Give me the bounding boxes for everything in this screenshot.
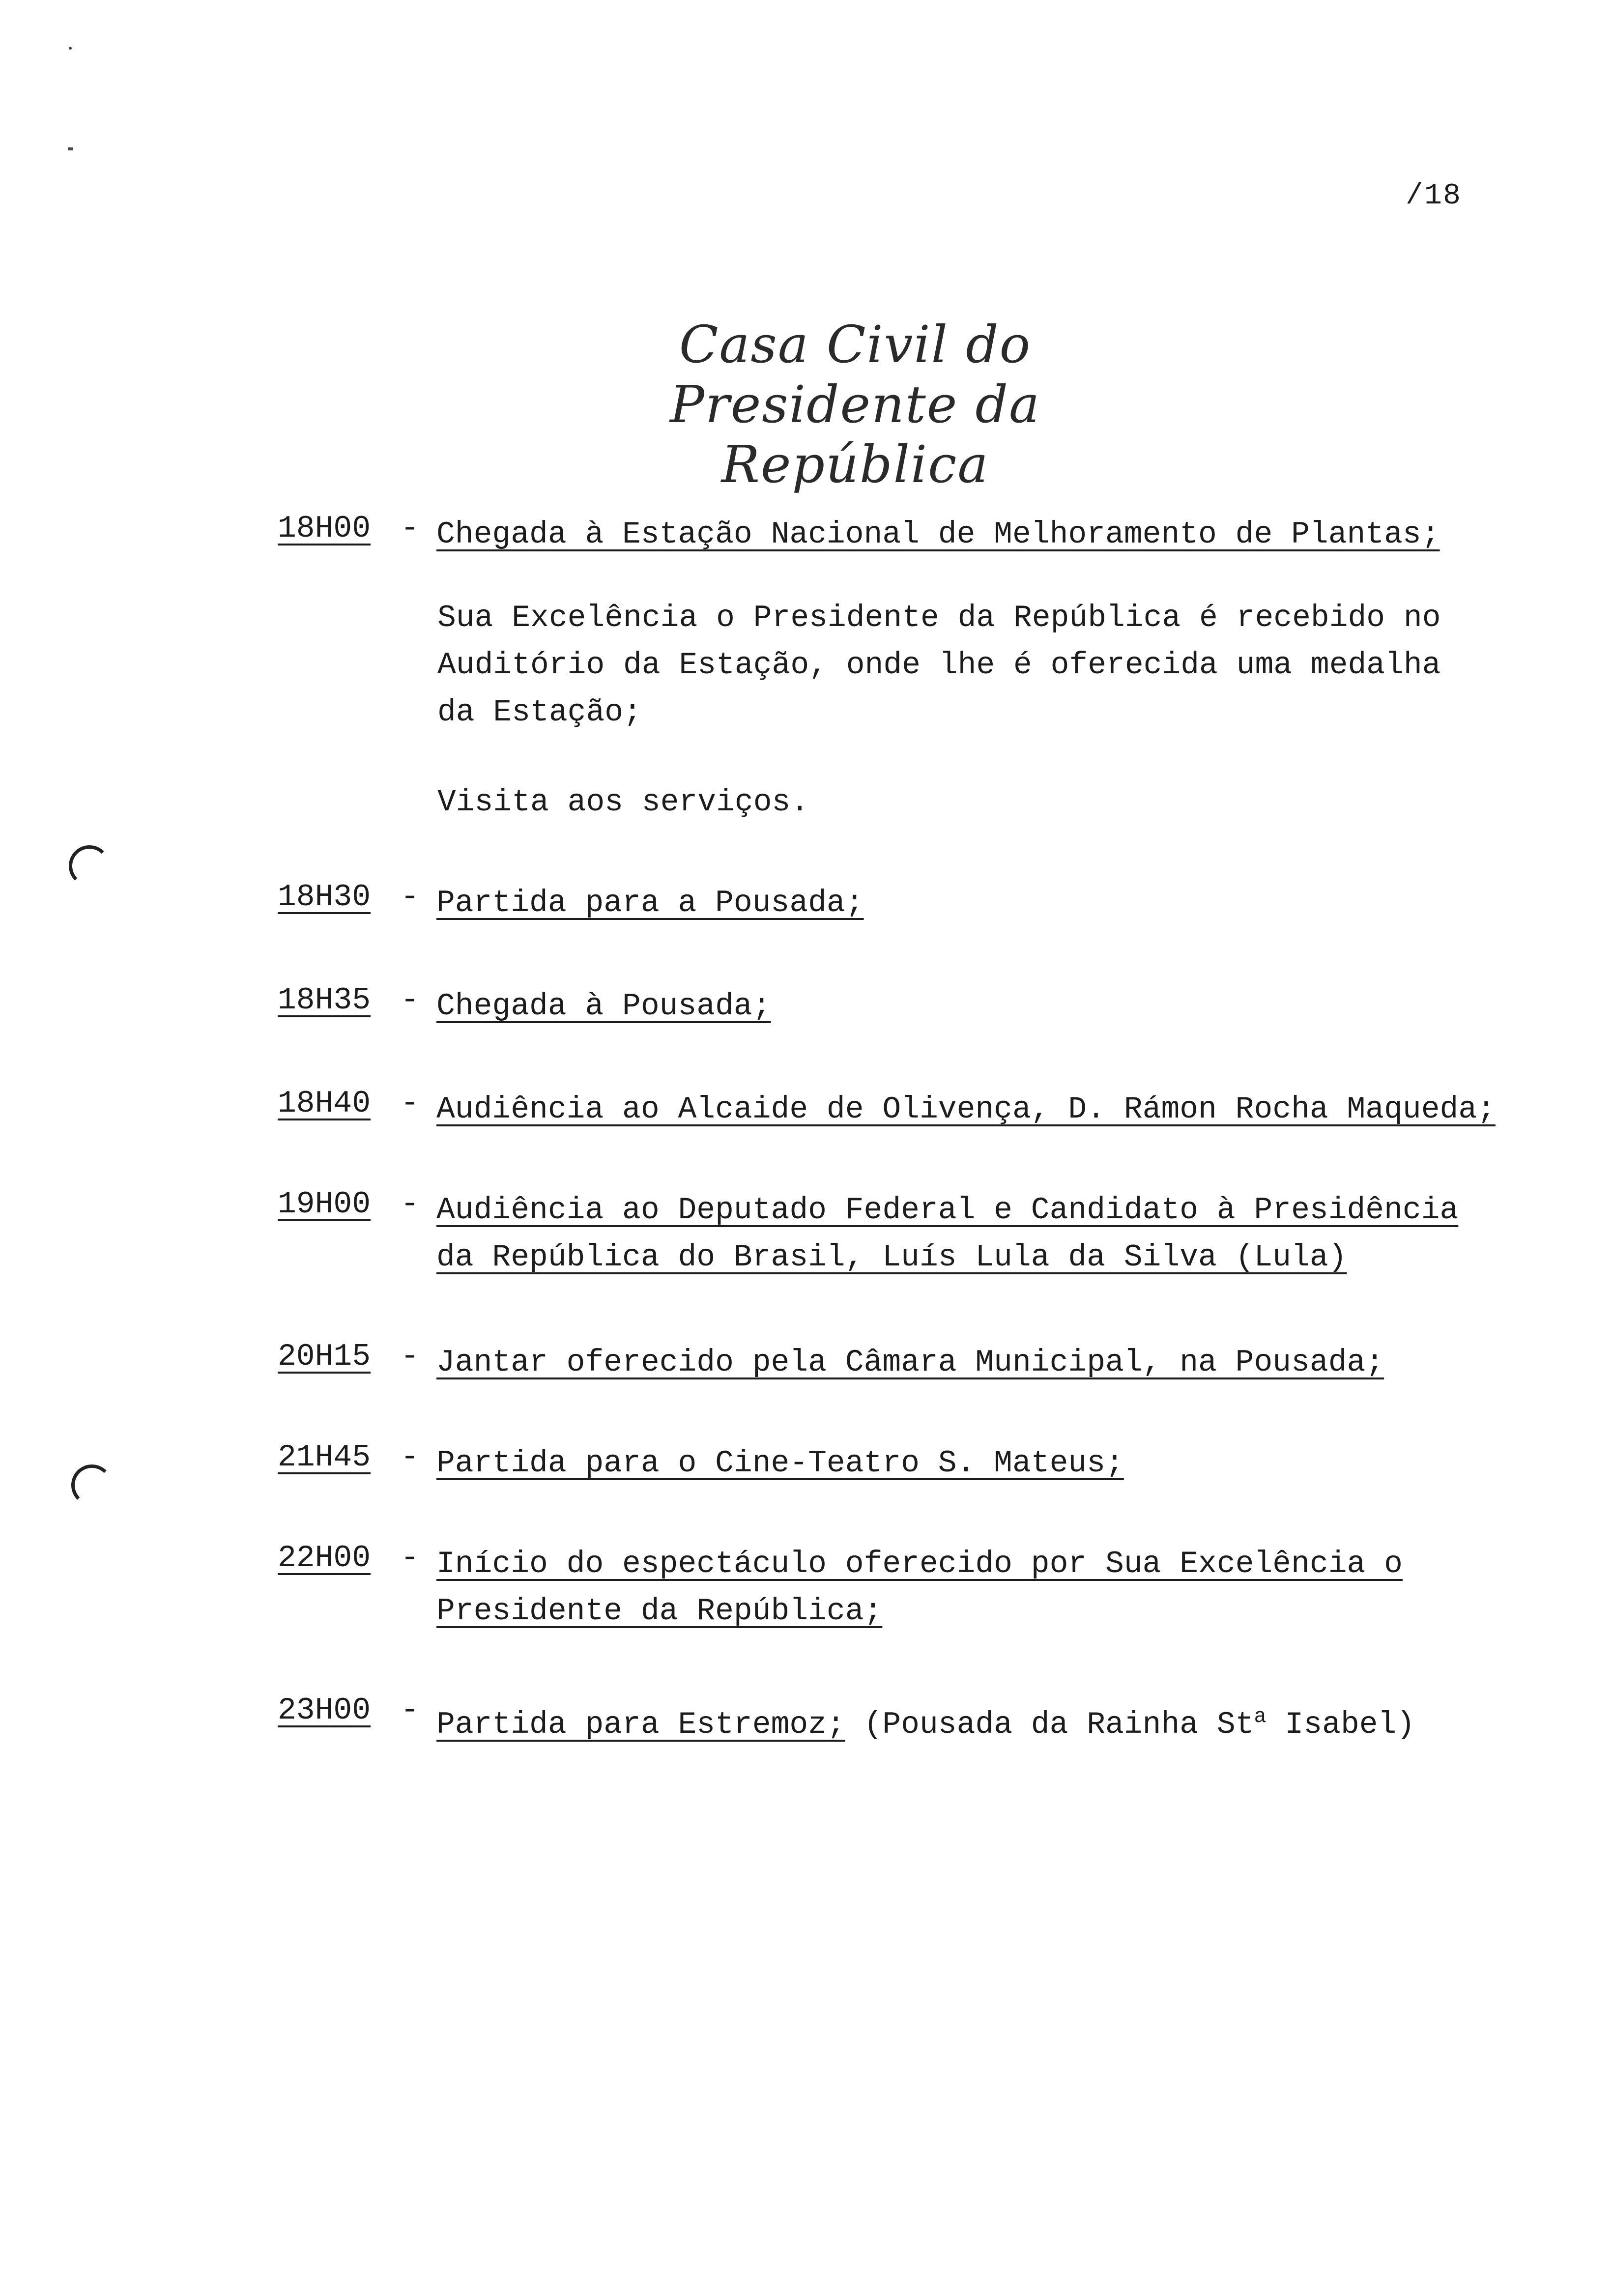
entry-line-note: (Pousada da Rainha St [845, 1707, 1254, 1742]
entry-dash: - [401, 983, 419, 1018]
detail-line: Auditório da Estação, onde lhe é oferecida uma medalha [437, 648, 1441, 683]
entry-line: Audiência ao Alcaide de Olivença, D. Rámon Rocha Maqueda; [436, 1092, 1496, 1127]
entry-time: 23H00 [278, 1693, 371, 1728]
entry-line: Partida para a Pousada; [436, 886, 864, 920]
punch-hole-mark [69, 845, 110, 887]
entry-time: 18H40 [278, 1086, 371, 1121]
entry-dash: - [401, 880, 419, 915]
entry-description [436, 1541, 1567, 1635]
detail-line: da Estação; [437, 695, 642, 730]
entry-line: Chegada à Estação Nacional de Melhoramento de Plantas; [436, 517, 1440, 552]
entry-time: 21H45 [278, 1440, 371, 1475]
entry-dash: - [401, 1541, 419, 1576]
entry-line-note-end: Isabel) [1266, 1707, 1415, 1742]
entry-time: 18H00 [278, 511, 371, 546]
entry-description [436, 1693, 1567, 1749]
entry-1800-details-paragraph [437, 595, 1548, 736]
entry-description [436, 880, 1567, 927]
entry-line: Chegada à Pousada; [436, 989, 771, 1024]
detail-line: Sua Excelência o Presidente da República é recebido no [437, 601, 1441, 635]
entry-description [436, 1339, 1567, 1386]
entry-line: Início do espectáculo oferecido por Sua Excelência o [436, 1547, 1403, 1581]
entry-description [436, 1440, 1567, 1487]
entry-line: Jantar oferecido pela Câmara Municipal, na Pousada; [436, 1345, 1384, 1380]
entry-dash: - [401, 1339, 419, 1374]
page-number: /18 [1406, 179, 1462, 213]
entry-description [436, 511, 1567, 558]
entry-dash: - [401, 1440, 419, 1475]
scan-speck [68, 147, 73, 150]
entry-1800-visit-paragraph [437, 779, 1548, 826]
entry-description [436, 983, 1567, 1030]
entry-dash: - [401, 1187, 419, 1222]
entry-time: 18H30 [278, 880, 371, 915]
entry-line: da República do Brasil, Luís Lula da Silva (Lula) [436, 1240, 1347, 1275]
entry-line: Audiência ao Deputado Federal e Candidato à Presidência [436, 1193, 1459, 1228]
entry-dash: - [401, 511, 419, 546]
entry-line-underlined: Partida para Estremoz; [436, 1707, 845, 1742]
superscript-a: a [1254, 1705, 1267, 1728]
scan-speck [69, 47, 72, 50]
letterhead-title: Casa Civil do Presidente da República [670, 315, 1040, 494]
entry-time: 19H00 [278, 1187, 371, 1222]
entry-line: Presidente da República; [436, 1594, 883, 1629]
punch-hole-mark [71, 1464, 113, 1506]
entry-dash: - [401, 1086, 419, 1121]
detail-line: Visita aos serviços. [437, 785, 809, 820]
entry-time: 18H35 [278, 983, 371, 1018]
entry-time: 20H15 [278, 1339, 371, 1374]
entry-description [436, 1086, 1567, 1133]
entry-time: 22H00 [278, 1541, 371, 1576]
entry-description [436, 1187, 1567, 1281]
entry-line: Partida para o Cine-Teatro S. Mateus; [436, 1446, 1124, 1481]
entry-dash: - [401, 1693, 419, 1728]
